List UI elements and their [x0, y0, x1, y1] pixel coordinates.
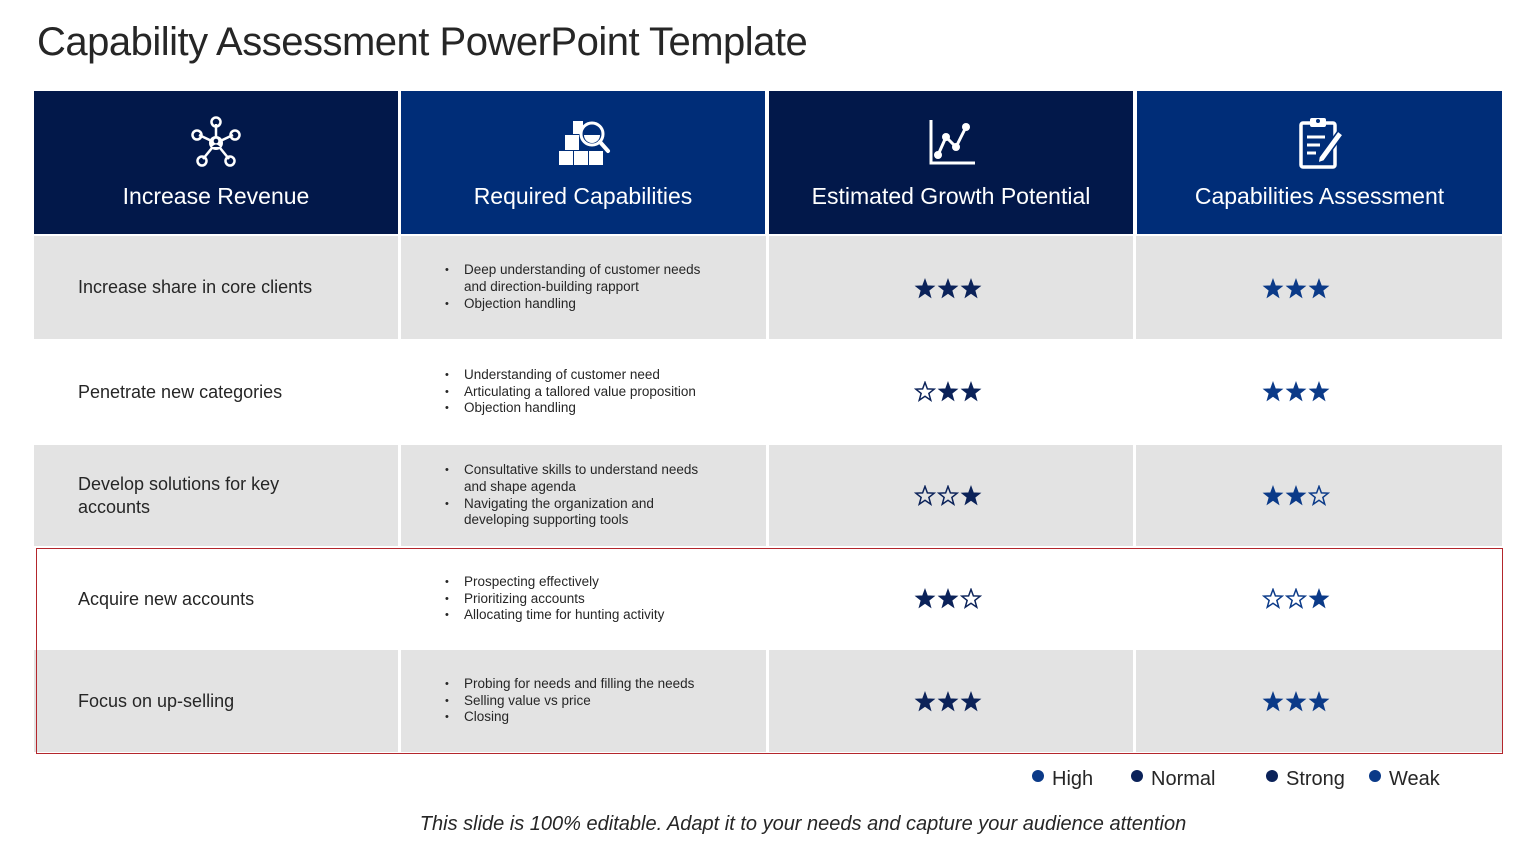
capabilities-list [444, 574, 664, 624]
star-filled-icon [960, 691, 982, 713]
capability-item: • Allocating time for hunting activity [444, 607, 664, 624]
star-filled-icon [937, 691, 959, 713]
goal-text: Focus on up-selling [78, 690, 235, 711]
header-required-capabilities [401, 91, 765, 234]
header-label: Capabilities Assessment [1194, 183, 1445, 209]
growth-rating [914, 485, 982, 507]
star-filled-icon [937, 381, 959, 403]
capability-item: • Deep understanding of customer needs and direction-building rapport [444, 262, 704, 296]
header-capabilities-assessment [1137, 91, 1502, 234]
capabilities-cell [444, 341, 704, 443]
star-filled-icon [1308, 381, 1330, 403]
star-filled-icon [1262, 691, 1284, 713]
capability-item: • Prioritizing accounts [444, 591, 664, 608]
capabilities-list [444, 367, 696, 417]
network-hub-icon [188, 115, 244, 171]
goal-text: Penetrate new categories [78, 381, 283, 402]
star-filled-icon [1285, 381, 1307, 403]
capabilities-list [444, 462, 704, 529]
capability-item: • Consultative skills to understand needs and shape agenda [444, 462, 704, 496]
assessment-rating [1262, 691, 1330, 713]
clipboard-pen-icon [1292, 115, 1348, 171]
capabilities-list [444, 262, 704, 312]
legend-item-normal [1131, 766, 1215, 792]
star-filled-icon [1308, 691, 1330, 713]
line-chart-icon [923, 115, 979, 171]
star-filled-icon [1262, 485, 1284, 507]
star-outline-icon [914, 381, 936, 403]
star-filled-icon [960, 278, 982, 300]
growth-rating [914, 381, 982, 403]
star-outline-icon [1262, 588, 1284, 610]
legend-label: Weak [1389, 767, 1440, 790]
header-label: Estimated Growth Potential [811, 183, 1091, 209]
header-estimated-growth [769, 91, 1133, 234]
slide-title: Capability Assessment PowerPoint Template [37, 20, 808, 64]
legend-item-high [1032, 766, 1093, 792]
goal-text: Increase share in core clients [78, 277, 313, 297]
capability-item: • Navigating the organization and developing supporting tools [444, 496, 704, 530]
assessment-rating [1262, 588, 1330, 610]
legend-item-strong [1266, 766, 1345, 792]
capabilities-list [444, 676, 694, 726]
star-filled-icon [1262, 381, 1284, 403]
header-label: Increase Revenue [122, 183, 310, 209]
star-outline-icon [937, 485, 959, 507]
star-filled-icon [937, 278, 959, 300]
legend-label: High [1052, 767, 1094, 790]
capability-item: • Probing for needs and filling the needs [444, 676, 694, 693]
star-filled-icon [1262, 278, 1284, 300]
legend-dot-icon [1266, 770, 1278, 782]
capability-item: • Prospecting effectively [444, 574, 664, 591]
star-filled-icon [1308, 588, 1330, 610]
star-outline-icon [960, 588, 982, 610]
goal-text: Develop solutions for key accounts [78, 473, 280, 517]
star-filled-icon [1308, 278, 1330, 300]
star-outline-icon [1308, 485, 1330, 507]
capability-item: • Understanding of customer need [444, 367, 696, 384]
legend-item-weak [1369, 766, 1440, 792]
assessment-rating [1262, 381, 1330, 403]
star-filled-icon [960, 381, 982, 403]
star-filled-icon [960, 485, 982, 507]
capability-item: • Selling value vs price [444, 693, 694, 710]
capabilities-cell [444, 236, 704, 339]
goal-text: Acquire new accounts [78, 588, 255, 609]
column-divider [398, 236, 401, 752]
legend-label: Normal [1151, 767, 1216, 790]
star-outline-icon [1285, 588, 1307, 610]
growth-rating [914, 278, 982, 300]
column-divider [766, 236, 769, 752]
capability-item: • Articulating a tallored value proposition [444, 384, 696, 401]
legend-dot-icon [1032, 770, 1044, 782]
footer-caption: This slide is 100% editable. Adapt it to your needs and capture your audience attention [419, 813, 1187, 835]
star-filled-icon [1285, 691, 1307, 713]
star-filled-icon [914, 588, 936, 610]
legend-dot-icon [1369, 770, 1381, 782]
header-label: Required Capabilities [473, 183, 693, 209]
capabilities-cell [444, 445, 704, 546]
legend-label: Strong [1286, 767, 1345, 790]
header-increase-revenue [34, 91, 398, 234]
goal-cell [78, 341, 338, 443]
capability-item: • Closing [444, 709, 694, 726]
goal-cell [78, 548, 338, 650]
capability-item: • Objection handling [444, 296, 704, 313]
star-filled-icon [937, 588, 959, 610]
column-divider [1133, 236, 1136, 752]
capability-item: • Objection handling [444, 400, 696, 417]
star-filled-icon [1285, 278, 1307, 300]
growth-rating [914, 691, 982, 713]
capabilities-cell [444, 650, 704, 752]
goal-cell [78, 650, 338, 752]
growth-rating [914, 588, 982, 610]
star-filled-icon [914, 278, 936, 300]
star-outline-icon [914, 485, 936, 507]
assessment-rating [1262, 278, 1330, 300]
goal-cell [78, 236, 338, 339]
capabilities-cell [444, 548, 704, 650]
assessment-rating [1262, 485, 1330, 507]
star-filled-icon [914, 691, 936, 713]
legend-dot-icon [1131, 770, 1143, 782]
goal-cell [78, 445, 338, 546]
star-filled-icon [1285, 485, 1307, 507]
boxes-magnifier-icon [555, 115, 611, 171]
